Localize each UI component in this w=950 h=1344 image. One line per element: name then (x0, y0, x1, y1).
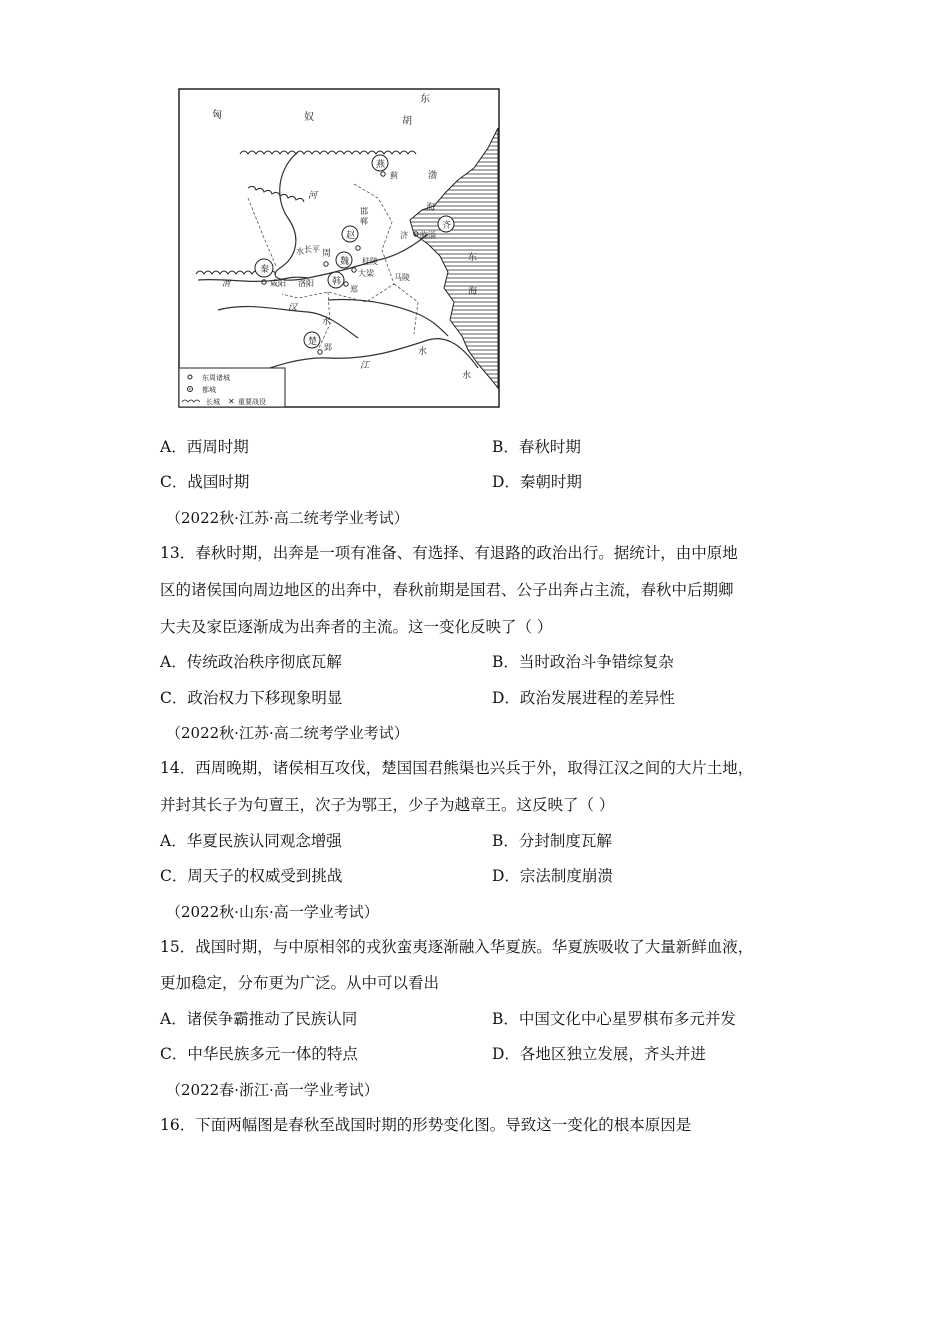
map-label-qin: 秦 (260, 265, 270, 275)
map-label-guiling: 桂陵 (362, 257, 378, 266)
q13-option-c[interactable]: C．政治权力下移现象明显 (160, 689, 343, 707)
map-label-ji-river: 济 (400, 231, 408, 240)
map-label-yan: 燕 (376, 160, 386, 170)
map-label-handan-1: 邯 (360, 207, 368, 216)
q12-option-c[interactable]: C．战国时期 (160, 473, 250, 491)
q13-stem-line-1: 13．春秋时期，出奔是一项有准备、有选择、有退路的政治出行。据统计，由中原地 (160, 544, 738, 562)
map-label-han: 韩 (332, 277, 342, 287)
legend-capital-dot (189, 388, 191, 390)
legend-battle-symbol: ✕ (228, 397, 235, 406)
q12-option-a[interactable]: A．西周时期 (160, 438, 249, 456)
q14-stem-line-1: 14．西周晚期，诸侯相互攻伐，楚国国君熊渠也兴兵于外，取得江汉之间的大片土地， (160, 759, 754, 777)
map-label-ji: 蓟 (390, 171, 398, 180)
map-label-maling: 马陵 (394, 273, 410, 282)
legend-dongzhou-cities: 东周诸城 (202, 374, 230, 382)
map-label-shui-1: 水 (296, 247, 304, 256)
q15-option-d[interactable]: D．各地区独立发展，齐头并进 (492, 1045, 706, 1063)
legend-great-wall: 长城 (206, 398, 220, 406)
map-label-luoyang: 洛阳 (298, 279, 314, 288)
q15-stem-line-1: 15．战国时期，与中原相邻的戎狄蛮夷逐渐融入华夏族。华夏族吸收了大量新鲜血液， (160, 938, 754, 956)
q14-option-c[interactable]: C．周天子的权威受到挑战 (160, 867, 343, 885)
q15-stem-line-2: 更加稳定，分布更为广泛。从中可以看出 (160, 974, 440, 992)
map-label-zhao: 赵 (346, 231, 356, 241)
map-label-xianyang: 咸阳 (270, 279, 286, 288)
q13-stem-line-3: 大夫及家臣逐渐成为出奔者的主流。这一变化反映了（ ） (160, 618, 553, 636)
legend-capital: 都城 (202, 386, 216, 394)
map-label-ying: 郢 (324, 343, 332, 352)
map-label-jiang: 江 (360, 361, 370, 371)
q15-option-c[interactable]: C．中华民族多元一体的特点 (160, 1045, 358, 1063)
q14-option-a[interactable]: A．华夏民族认同观念增强 (160, 832, 342, 850)
map-label-wei: 魏 (340, 257, 350, 267)
q13-option-a[interactable]: A．传统政治秩序彻底瓦解 (160, 653, 342, 671)
q14-source: （2022秋·江苏·高二统考学业考试） (166, 724, 409, 742)
map-label-he: 河 (308, 191, 318, 201)
map-label-qi: 齐 (442, 221, 452, 231)
q13-option-d[interactable]: D．政治发展进程的差异性 (492, 689, 675, 707)
q16-stem-line-1: 16．下面两幅图是春秋至战国时期的形势变化图。导致这一变化的根本原因是 (160, 1116, 692, 1134)
map-label-zheng: 郑 (350, 285, 358, 294)
map-label-donghai-2: 海 (468, 287, 478, 297)
legend-battle: 重要战役 (238, 398, 266, 406)
map-label-handan-2: 郸 (360, 217, 368, 226)
map-label-linzi: 临淄 (420, 231, 436, 240)
map-label-donghu-1: 东 (420, 94, 430, 105)
map-label-xiongnu-2: 奴 (304, 112, 314, 123)
map-label-bohai: 渤 (428, 171, 438, 181)
map-label-sea-1: 海 (426, 203, 436, 213)
map-label-daliang: 大梁 (358, 269, 374, 278)
q14-stem-line-2: 并封其长子为句亶王，次子为鄂王，少子为越章王。这反映了（ ） (160, 796, 615, 814)
map-label-shui-4: 水 (462, 371, 472, 381)
map-label-han-river: 汉 (288, 303, 298, 313)
map-label-donghu-2: 胡 (402, 116, 412, 127)
map-label-shui-2: 水 (322, 317, 332, 327)
map-label-wei-river: 渭 (222, 279, 230, 288)
q12-option-d[interactable]: D．秦朝时期 (492, 473, 582, 491)
q15-option-a[interactable]: A．诸侯争霸推动了民族认同 (160, 1010, 358, 1028)
map-label-xiongnu-1: 匈 (212, 110, 222, 121)
q14-option-b[interactable]: B．分封制度瓦解 (492, 832, 612, 850)
map-label-changping: 长平 (304, 245, 320, 254)
q16-source: （2022春·浙江·高一学业考试） (166, 1081, 379, 1099)
map-label-shui-3: 水 (418, 347, 428, 357)
map-label-chu: 楚 (308, 337, 318, 347)
q13-stem-line-2: 区的诸侯国向周边地区的出奔中，春秋前期是国君、公子出奔占主流，春秋中后期卿 (160, 581, 734, 599)
warring-states-map (178, 88, 500, 408)
q13-option-b[interactable]: B．当时政治斗争错综复杂 (492, 653, 674, 671)
q13-source: （2022秋·江苏·高二统考学业考试） (166, 509, 409, 527)
q15-source: （2022秋·山东·高一学业考试） (166, 903, 379, 921)
map-label-zhou: 周 (322, 249, 332, 259)
q15-option-b[interactable]: B．中国文化中心星罗棋布多元并发 (492, 1010, 736, 1028)
q12-option-b[interactable]: B．春秋时期 (492, 438, 581, 456)
map-label-donghai-1: 东 (468, 253, 478, 263)
q14-option-d[interactable]: D．宗法制度崩溃 (492, 867, 613, 885)
